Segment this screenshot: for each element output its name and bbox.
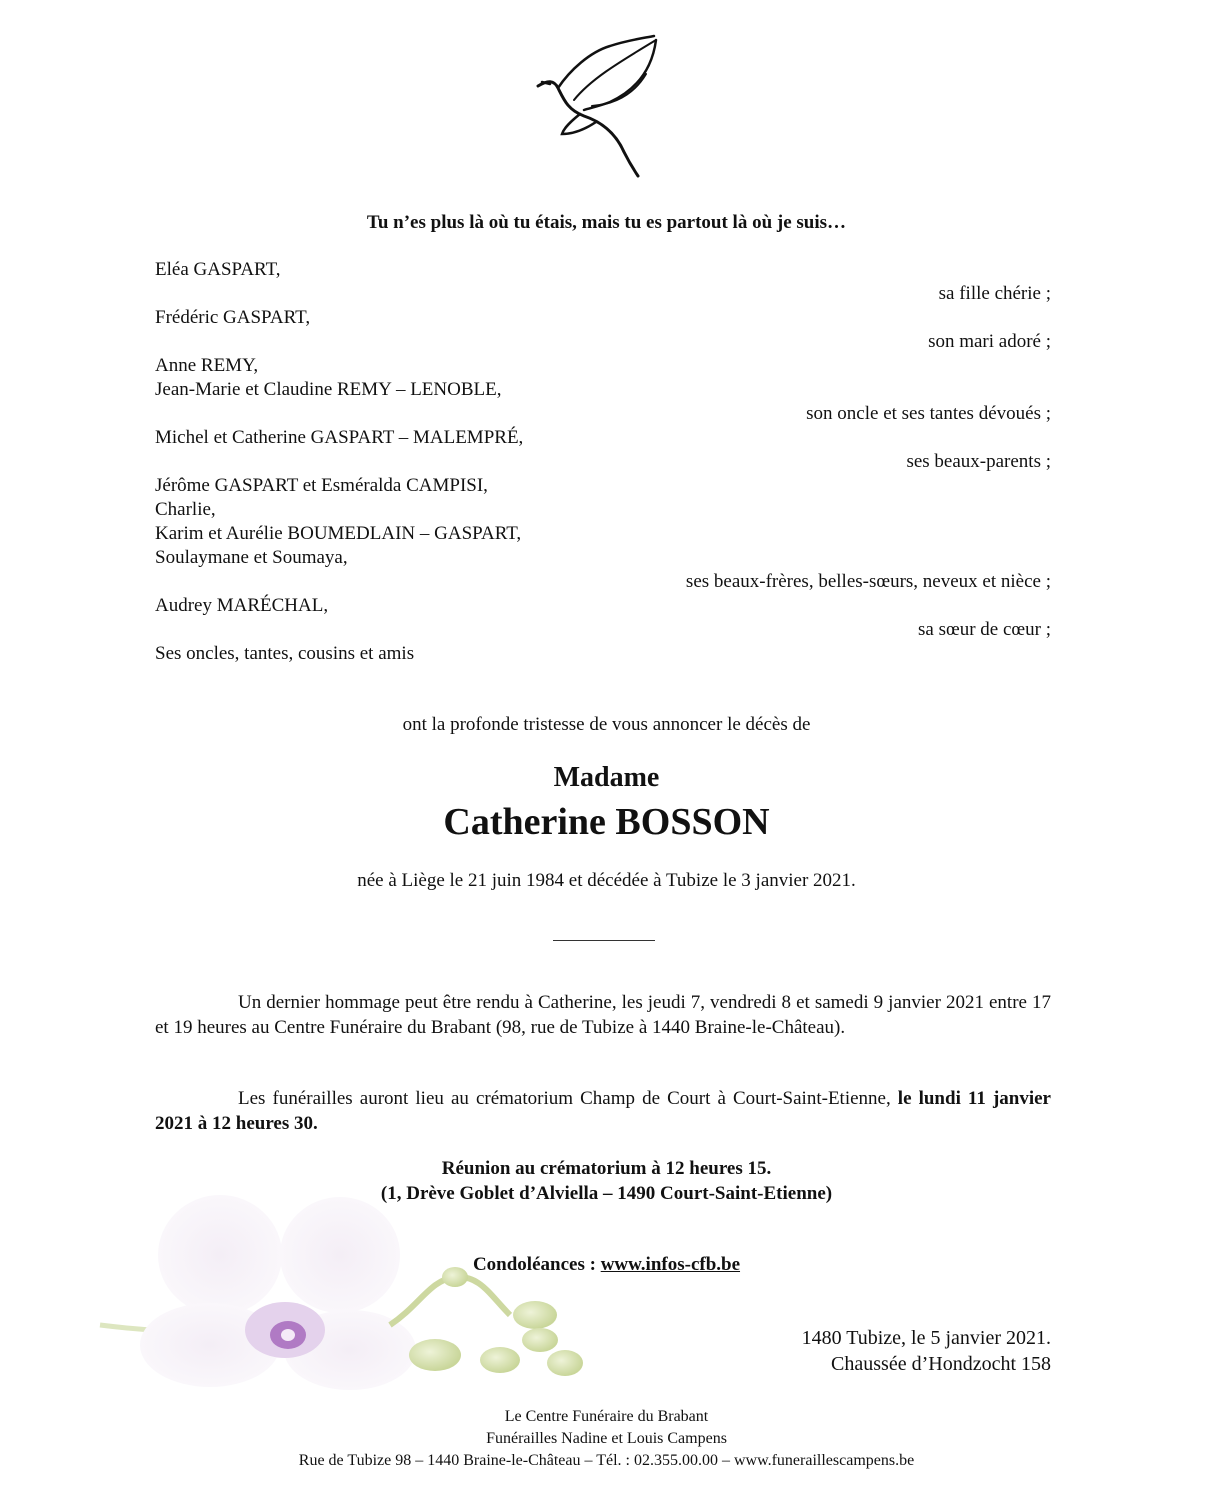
family-left-10: Audrey MARÉCHAL, — [155, 595, 329, 616]
family-left-3: Anne REMY, — [155, 355, 259, 376]
family-left-4: Jean-Marie et Claudine REMY – LENOBLE, — [155, 379, 502, 400]
announcement: ont la profonde tristesse de vous annoncer le décès de — [402, 714, 811, 735]
family-right-2: son mari adoré ; — [928, 331, 1051, 352]
family-left-5: Michel et Catherine GASPART – MALEMPRÉ, — [155, 427, 524, 448]
family-right-5: ses beaux-frères, belles-sœurs, neveux et nièce ; — [685, 571, 1051, 592]
birth-death-dates: née à Liège le 21 juin 1984 et décédée à Tubize le 3 janvier 2021. — [357, 870, 856, 891]
title-madame: Madame — [553, 762, 660, 793]
family-right-3: son oncle et ses tantes dévoués ; — [806, 403, 1051, 424]
motto: Tu n’es plus là où tu étais, mais tu es partout là où je suis… — [366, 212, 847, 233]
orchid-image — [60, 1185, 620, 1405]
condoleances-link[interactable]: www.infos-cfb.be — [600, 1254, 741, 1275]
crematorium-address: (1, Drève Goblet d’Alviella – 1490 Court-Saint-Etienne) — [380, 1183, 833, 1204]
family-left-9: Soulaymane et Soumaya, — [155, 547, 348, 568]
footer-line-2: Funérailles Nadine et Louis Campens — [486, 1430, 727, 1447]
family-left-8: Karim et Aurélie BOUMEDLAIN – GASPART, — [155, 523, 522, 544]
family-right-6: sa sœur de cœur ; — [918, 619, 1051, 640]
funeral-date: le lundi 11 janvier 2021 à 12 heures 30. — [155, 1088, 1051, 1134]
family-left-2: Frédéric GASPART, — [155, 307, 311, 328]
deceased-name: Catherine BOSSON — [443, 801, 770, 843]
footer-line-1: Le Centre Funéraire du Brabant — [504, 1408, 709, 1425]
place-date: 1480 Tubize, le 5 janvier 2021. — [801, 1327, 1051, 1349]
dove-icon — [520, 30, 670, 180]
condoleances — [0, 1254, 1213, 1276]
family-left-7: Charlie, — [155, 499, 216, 520]
separator-line — [553, 940, 655, 941]
family-left-1: Eléa GASPART, — [155, 259, 281, 280]
family-left-6: Jérôme GASPART et Esméralda CAMPISI, — [155, 475, 488, 496]
funeral-text: Les funérailles auront lieu au crématorium Champ de Court à Court-Saint-Etienne, — [238, 1088, 898, 1109]
condoleances-label: Condoléances : — [472, 1254, 601, 1275]
funeral-paragraph — [155, 1086, 1051, 1136]
place-street: Chaussée d’Hondzocht 158 — [831, 1353, 1051, 1375]
hommage-paragraph: Un dernier hommage peut être rendu à Catherine, les jeudi 7, vendredi 8 et samedi 9 janvier 2021 entre 17 et 19 heures au Centre Funéraire du Brabant (98, rue de Tubize à 1440 Braine-le-Château). — [155, 992, 1051, 1038]
family-left-11: Ses oncles, tantes, cousins et amis — [155, 643, 415, 664]
family-right-4: ses beaux-parents ; — [906, 451, 1051, 472]
footer-line-3: Rue de Tubize 98 – 1440 Braine-le-Château – Tél. : 02.355.00.00 – www.funeraillescampens.be — [298, 1452, 915, 1469]
family-right-1: sa fille chérie ; — [938, 283, 1051, 304]
reunion-time: Réunion au crématorium à 12 heures 15. — [441, 1158, 772, 1179]
